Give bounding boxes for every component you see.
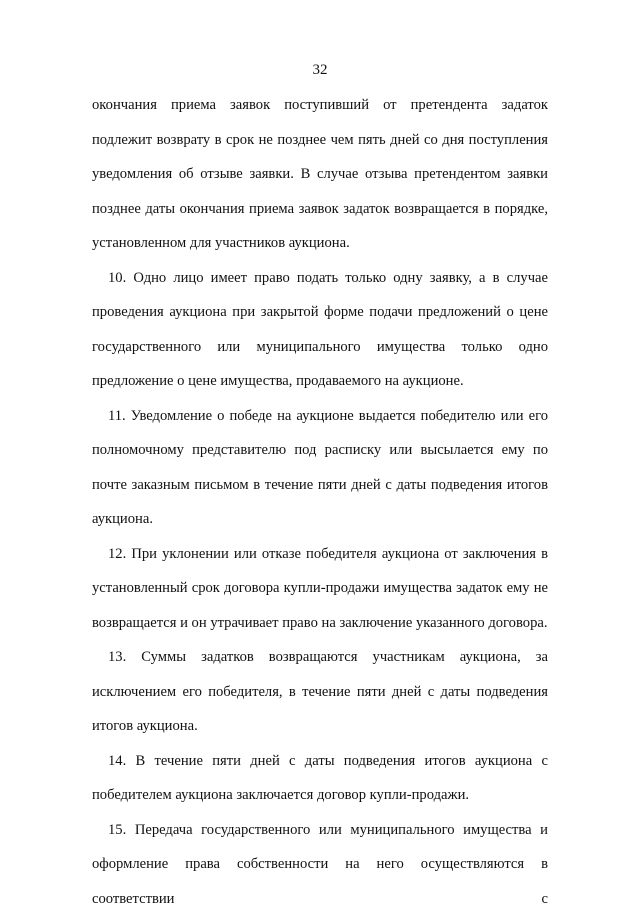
paragraph-11: 11. Уведомление о победе на аукционе выдается победителю или его полномочному представителю под расписку или высылается ему по почте заказным письмом в течение пяти дней с даты подведения итогов аукциона. (92, 399, 548, 537)
paragraph-15: 15. Передача государственного или муниципального имущества и оформление права собственности на него осуществляются в соответствии с (92, 813, 548, 916)
paragraph-13: 13. Суммы задатков возвращаются участникам аукциона, за исключением его победителя, в течение пяти дней с даты подведения итогов аукциона. (92, 640, 548, 744)
paragraph-10: 10. Одно лицо имеет право подать только одну заявку, а в случае проведения аукциона при закрытой форме подачи предложений о цене государственного или муниципального имущества только одно предложение о цене имущества, продаваемого на аукционе. (92, 261, 548, 399)
page-number: 32 (0, 60, 640, 80)
paragraph-14: 14. В течение пяти дней с даты подведения итогов аукциона с победителем аукциона заключается договор купли-продажи. (92, 744, 548, 813)
paragraph-continuation: окончания приема заявок поступивший от претендента задаток подлежит возврату в срок не позднее чем пять дней со дня поступления уведомления об отзыве заявки. В случае отзыва претендентом заявки позднее даты окончания приема заявок задаток возвращается в порядке, установленном для участников аукциона. (92, 88, 548, 261)
paragraph-12: 12. При уклонении или отказе победителя аукциона от заключения в установленный срок договора купли-продажи имущества задаток ему не возвращается и он утрачивает право на заключение указанного договора. (92, 537, 548, 641)
document-body (92, 88, 548, 916)
